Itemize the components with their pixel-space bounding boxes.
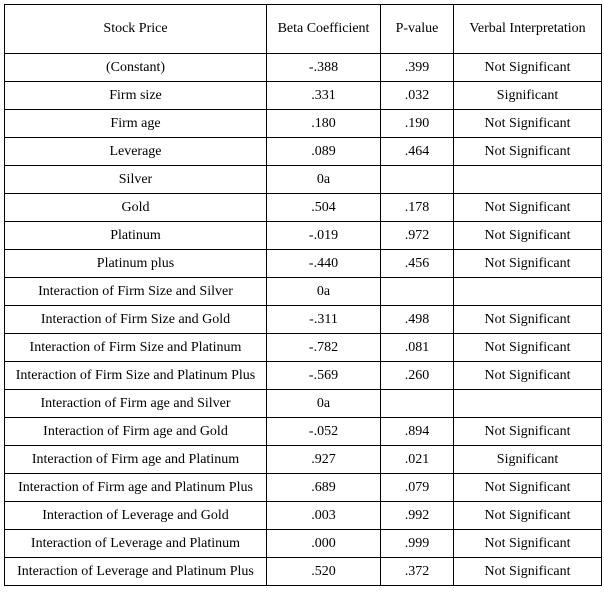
- variable-cell: (Constant): [5, 54, 267, 82]
- variable-cell: Firm age: [5, 110, 267, 138]
- interpretation-cell: Not Significant: [454, 558, 602, 586]
- header-stock-price: Stock Price: [5, 5, 267, 54]
- variable-cell: Firm size: [5, 82, 267, 110]
- beta-coefficient-cell: -.569: [267, 362, 381, 390]
- beta-coefficient-cell: .003: [267, 502, 381, 530]
- p-value-cell: .999: [381, 530, 454, 558]
- p-value-cell: .260: [381, 362, 454, 390]
- variable-cell: Platinum: [5, 222, 267, 250]
- variable-cell: Interaction of Firm Size and Silver: [5, 278, 267, 306]
- interpretation-cell: Not Significant: [454, 250, 602, 278]
- table-row: [5, 194, 602, 222]
- table-row: [5, 474, 602, 502]
- table-row: [5, 278, 602, 306]
- variable-cell: Leverage: [5, 138, 267, 166]
- interpretation-cell: Not Significant: [454, 222, 602, 250]
- beta-coefficient-cell: -.782: [267, 334, 381, 362]
- p-value-cell: .399: [381, 54, 454, 82]
- interpretation-cell: Not Significant: [454, 334, 602, 362]
- beta-coefficient-cell: .089: [267, 138, 381, 166]
- table-row: [5, 390, 602, 418]
- table-row: [5, 446, 602, 474]
- interpretation-cell: Significant: [454, 446, 602, 474]
- header-p-value: P-value: [381, 5, 454, 54]
- p-value-cell: .992: [381, 502, 454, 530]
- beta-coefficient-cell: .000: [267, 530, 381, 558]
- p-value-cell: .464: [381, 138, 454, 166]
- beta-coefficient-cell: -.440: [267, 250, 381, 278]
- table-row: [5, 250, 602, 278]
- table-row: [5, 334, 602, 362]
- p-value-cell: [381, 278, 454, 306]
- interpretation-cell: Not Significant: [454, 474, 602, 502]
- beta-coefficient-cell: .689: [267, 474, 381, 502]
- p-value-cell: .498: [381, 306, 454, 334]
- interpretation-cell: Not Significant: [454, 362, 602, 390]
- p-value-cell: .178: [381, 194, 454, 222]
- p-value-cell: .021: [381, 446, 454, 474]
- beta-coefficient-cell: .331: [267, 82, 381, 110]
- p-value-cell: [381, 390, 454, 418]
- beta-coefficient-cell: -.388: [267, 54, 381, 82]
- variable-cell: Gold: [5, 194, 267, 222]
- p-value-cell: .079: [381, 474, 454, 502]
- variable-cell: Silver: [5, 166, 267, 194]
- interpretation-cell: Not Significant: [454, 194, 602, 222]
- table-row: [5, 502, 602, 530]
- table-body: [5, 54, 602, 586]
- interpretation-cell: [454, 166, 602, 194]
- header-verbal-interpretation: Verbal Interpretation: [454, 5, 602, 54]
- table-row: [5, 110, 602, 138]
- interpretation-cell: Not Significant: [454, 306, 602, 334]
- p-value-cell: .081: [381, 334, 454, 362]
- header-beta-coefficient: Beta Coefficient: [267, 5, 381, 54]
- beta-coefficient-cell: -.052: [267, 418, 381, 446]
- beta-coefficient-cell: .927: [267, 446, 381, 474]
- variable-cell: Interaction of Leverage and Gold: [5, 502, 267, 530]
- variable-cell: Interaction of Firm age and Platinum: [5, 446, 267, 474]
- variable-cell: Interaction of Firm age and Platinum Plus: [5, 474, 267, 502]
- beta-coefficient-cell: .180: [267, 110, 381, 138]
- beta-coefficient-cell: .520: [267, 558, 381, 586]
- table-row: [5, 558, 602, 586]
- interpretation-cell: Not Significant: [454, 54, 602, 82]
- interpretation-cell: Significant: [454, 82, 602, 110]
- table-row: [5, 362, 602, 390]
- p-value-cell: .972: [381, 222, 454, 250]
- table-header-row: [5, 5, 602, 54]
- p-value-cell: .456: [381, 250, 454, 278]
- beta-coefficient-cell: 0a: [267, 390, 381, 418]
- beta-coefficient-cell: -.019: [267, 222, 381, 250]
- variable-cell: Interaction of Firm age and Gold: [5, 418, 267, 446]
- beta-coefficient-cell: 0a: [267, 278, 381, 306]
- p-value-cell: .032: [381, 82, 454, 110]
- variable-cell: Interaction of Firm Size and Platinum: [5, 334, 267, 362]
- interpretation-cell: Not Significant: [454, 530, 602, 558]
- table-row: [5, 306, 602, 334]
- interpretation-cell: [454, 278, 602, 306]
- table-row: [5, 138, 602, 166]
- variable-cell: Interaction of Leverage and Platinum: [5, 530, 267, 558]
- variable-cell: Interaction of Firm Size and Platinum Plus: [5, 362, 267, 390]
- table-row: [5, 54, 602, 82]
- p-value-cell: .190: [381, 110, 454, 138]
- interpretation-cell: Not Significant: [454, 502, 602, 530]
- regression-results-table: [4, 4, 602, 586]
- interpretation-cell: Not Significant: [454, 138, 602, 166]
- table-row: [5, 418, 602, 446]
- interpretation-cell: Not Significant: [454, 418, 602, 446]
- table-row: [5, 530, 602, 558]
- p-value-cell: [381, 166, 454, 194]
- p-value-cell: .894: [381, 418, 454, 446]
- interpretation-cell: [454, 390, 602, 418]
- table-row: [5, 166, 602, 194]
- interpretation-cell: Not Significant: [454, 110, 602, 138]
- variable-cell: Interaction of Firm Size and Gold: [5, 306, 267, 334]
- variable-cell: Platinum plus: [5, 250, 267, 278]
- table-row: [5, 222, 602, 250]
- beta-coefficient-cell: -.311: [267, 306, 381, 334]
- beta-coefficient-cell: 0a: [267, 166, 381, 194]
- variable-cell: Interaction of Firm age and Silver: [5, 390, 267, 418]
- beta-coefficient-cell: .504: [267, 194, 381, 222]
- variable-cell: Interaction of Leverage and Platinum Plus: [5, 558, 267, 586]
- table-row: [5, 82, 602, 110]
- p-value-cell: .372: [381, 558, 454, 586]
